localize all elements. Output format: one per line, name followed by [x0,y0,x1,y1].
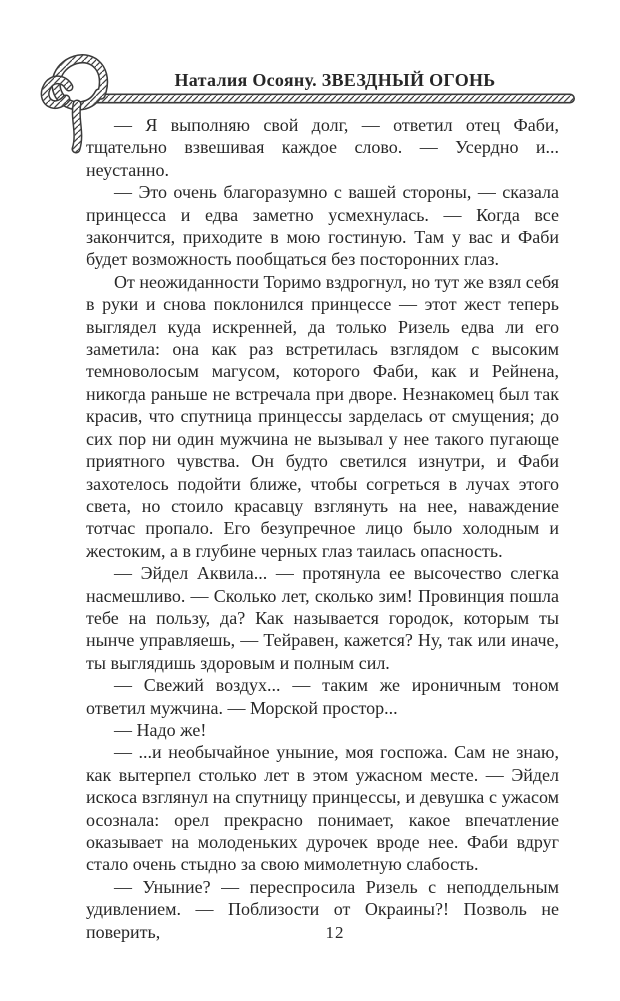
paragraph: От неожиданности Торимо вздрогнул, но тут же взял себя в руки и снова поклонился принцессе — этот жест теперь выглядел куда искренней, да только Ризель едва ли его заметила: она как раз встретилась взглядом с высоким темноволосым магусом, которого Фаби, как и Рейнена, никогда раньше не встречала при дворе. Незнакомец был так красив, что спутница принцессы зарделась от смущения; до сих пор ни один мужчина не вызывал у нее такого пугающе приятного чувства. Он будто светился изнутри, и Фаби захотелось подойти ближе, чтобы согреться в лучах этого света, но стоило красавцу взглянуть на нее, наваждение тотчас пропало. Его безупречное лицо было холодным и жестоким, а в глубине черных глаз таилась опасность. [86,271,559,561]
paragraph: — ...и необычайное уныние, моя госпожа. Сам не знаю, как вытерпел столько лет в этом ужасном месте. — Эйдел искоса взглянул на спутницу принцессы, и девушка с ужасом осознала: орел прекрасно понимает, какое впечатление оказывает на молоденьких дурочек вроде нее. Фаби вдруг стало очень стыдно за свою мимолетную слабость. [86,742,559,875]
page-number: 12 [325,923,345,942]
running-header-title: Наталия Осояну. ЗВЕЗДНЫЙ ОГОНЬ [174,70,496,90]
paragraph: — Надо же! [114,719,207,740]
paragraph: — Уныние? — переспросила Ризель с неподдельным удивлением. — Поблизости от Окраины?! Позволь не поверить, [86,876,559,942]
paragraph: — Это очень благоразумно с вашей стороны, — сказала принцесса и едва заметно усмехнулась. — Когда все закончится, приходите в мою гостиную. Там у вас и Фаби будет возможность пообщаться без посторонних глаз. [86,182,559,270]
text-block [86,114,559,943]
paragraph: — Свежий воздух... — таким же ироничным тоном ответил мужчина. — Морской простор... [86,675,559,718]
paragraph: — Я выполняю свой долг, — ответил отец Фаби, тщательно взвешивая каждое слово. — Усердно и... неустанно. [86,115,559,180]
paragraph: — Эйдел Аквила... — протянула ее высочество слегка насмешливо. — Сколько лет, сколько зим! Провинция пошла тебе на пользу, да? Как называется городок, которым ты нынче управляешь, — Тейравен, кажется? Ну, так или иначе, ты выглядишь здоровым и полным сил. [86,563,559,673]
